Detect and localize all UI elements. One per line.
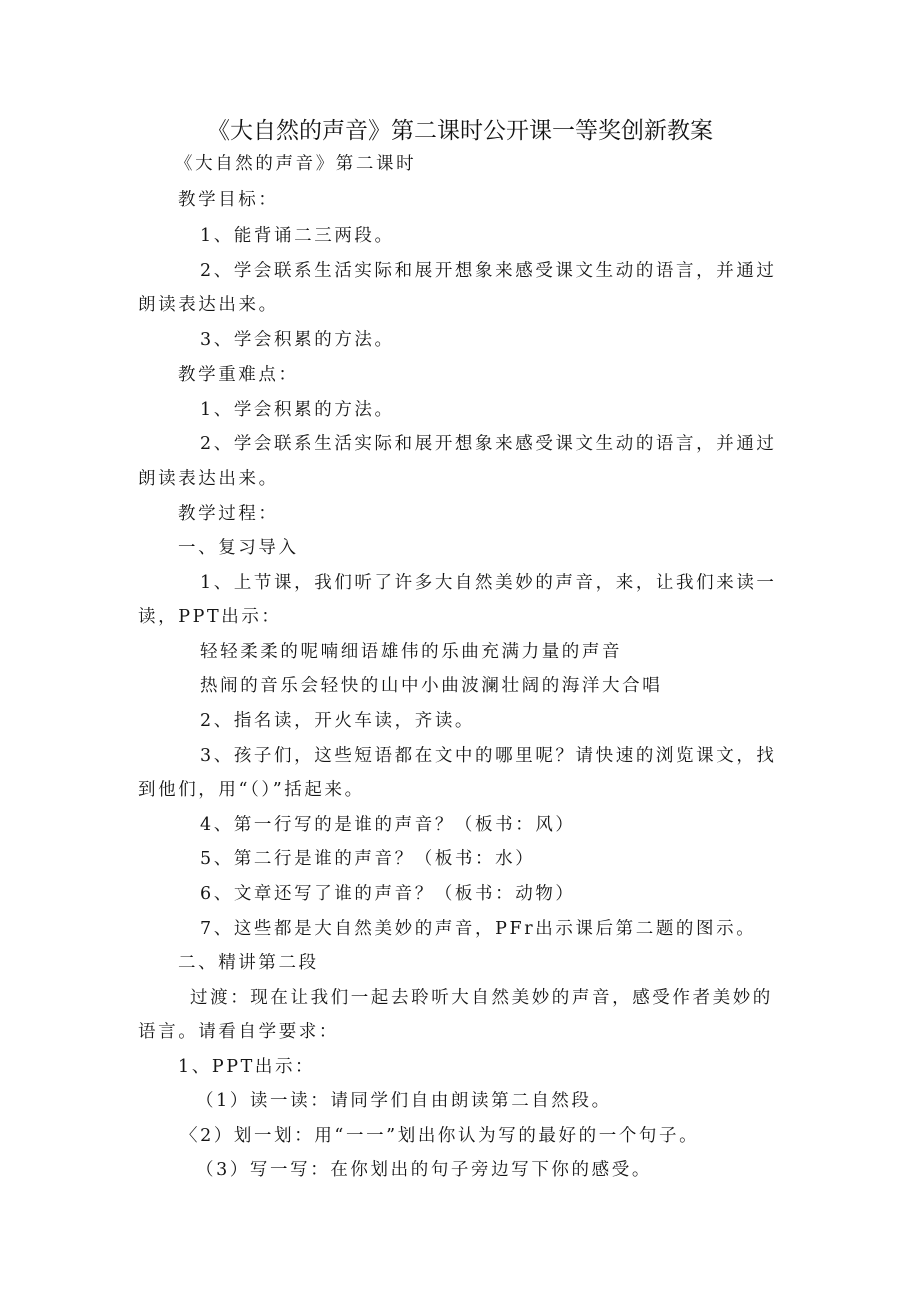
lesson-subtitle: 《大自然的声音》第二课时 (175, 154, 417, 174)
section2-line: 过渡：现在让我们一起去聆听大自然美妙的声音，感受作者美妙的 (190, 988, 773, 1008)
section1-heading: 一、复习导入 (178, 538, 299, 558)
key-point-item-continuation: 朗读表达出来。 (138, 469, 279, 489)
objective-item-continuation: 朗读表达出来。 (138, 295, 279, 315)
objective-item: 2、学会联系生活实际和展开想象来感受课文生动的语言，并通过 (200, 261, 777, 281)
objective-item: 3、学会积累的方法。 (200, 330, 395, 350)
key-point-item: 2、学会联系生活实际和展开想象来感受课文生动的语言，并通过 (200, 434, 777, 454)
section1-line: 7、这些都是大自然美妙的声音，PFr出示课后第二题的图示。 (200, 919, 757, 939)
document-title: 《大自然的声音》第二课时公开课一等奖创新教案 (207, 118, 713, 144)
section1-line: 3、孩子们，这些短语都在文中的哪里呢？请快速的浏览课文，找 (200, 746, 777, 766)
process-heading: 教学过程： (178, 504, 279, 524)
section1-line: 4、第一行写的是谁的声音？（板书：风） (200, 815, 576, 835)
ppt-phrases-line: 热闹的音乐会轻快的山中小曲波澜壮阔的海洋大合唱 (200, 676, 663, 696)
key-points-heading: 教学重难点： (178, 365, 299, 385)
section2-line: 1、PPT出示： (178, 1057, 316, 1077)
self-study-step: 〈2）划一划：用“一一”划出你认为写的最好的一个句子。 (180, 1126, 700, 1146)
objectives-heading: 教学目标： (178, 190, 279, 210)
self-study-step: （1）读一读：请同学们自由朗读第二自然段。 (196, 1091, 612, 1111)
objective-item: 1、能背诵二三两段。 (200, 226, 395, 246)
section1-line: 5、第二行是谁的声音？（板书：水） (200, 849, 536, 869)
section1-line: 6、文章还写了谁的声音？（板书：动物） (200, 884, 576, 904)
ppt-phrases-line: 轻轻柔柔的呢喃细语雄伟的乐曲充满力量的声音 (200, 642, 623, 662)
section1-line: 2、指名读，开火车读，齐读。 (200, 711, 476, 731)
key-point-item: 1、学会积累的方法。 (200, 400, 395, 420)
section2-heading: 二、精讲第二段 (178, 953, 319, 973)
self-study-step: （3）写一写：在你划出的句子旁边写下你的感受。 (196, 1160, 652, 1180)
section1-line: 1、上节课，我们听了许多大自然美妙的声音，来，让我们来读一 (200, 573, 777, 593)
section2-line: 语言。请看自学要求： (138, 1022, 339, 1042)
section1-line: 到他们，用“（）”括起来。 (138, 780, 365, 800)
section1-line: 读，PPT出示： (138, 607, 282, 627)
